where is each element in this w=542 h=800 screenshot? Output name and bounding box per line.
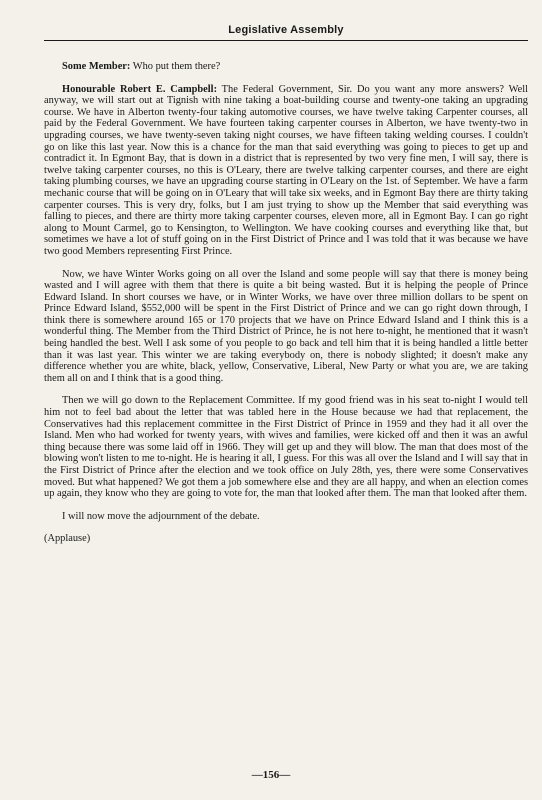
paragraph-interjection — [44, 61, 528, 73]
paragraph-replacement-committee: Then we will go down to the Replacement Committee. If my good friend was in his seat to-night I would tell him not to feel bad about the letter that was tabled here in the House because we had that replacement, the Conservatives had this replacement committee in the First District of Prince in 1959 and they had it all over the Island. Men who had worked for twenty years, with wives and families, were kicked off and then it was an awful thing because there was some laid off in 1966. They will get up and they will blow. The man that does most of the blowing won't listen to me to-night. He is hearing it all, I guess. For this was all over the Island and I will say that in the First District of Prince after the election and we took office on July 28th, yes, there were some Conservatives moved. But what happened? We got them a job somewhere else and they are all happy, and when an election comes up again, they know who they are going to vote for, the man that looked after them. The man that looked after them. — [44, 395, 528, 500]
paragraph-winter-works: Now, we have Winter Works going on all over the Island and some people will say that there is money being wasted and I will agree with them that there is quite a bit being wasted. But it is helping the people of Prince Edward Island. In short courses we have, or in Winter Works, we have over three million dollars to be spent on Prince Edward Island, $552,000 will be spent in the First District of Prince and we can go right down through, I think there is somewhere around 165 or 170 projects that we have on Prince Edward Island and I think this is a wonderful thing. The Member from the Third District of Prince, he is not here to-night, he mentioned that it wasn't being handled the best. Well I ask some of you people to go back and tell him that it is being handled a little better than it was last year. This winter we are taking everybody on, there is nobody slighted; it doesn't make any difference whether you are white, black, yellow, Conservative, Liberal, New Party or what you are, we are taking them all on and I think that is a good thing. — [44, 268, 528, 384]
speaker-label: Honourable Robert E. Campbell: — [62, 83, 218, 95]
header-title: Legislative Assembly — [228, 24, 344, 36]
paragraph-campbell — [44, 84, 528, 258]
page-number: —156— — [251, 769, 291, 781]
paragraph-applause: (Applause) — [44, 533, 91, 545]
paragraph-text: The Federal Government, Sir. Do you want any more answers? Well anyway, we will start out at Tignish with nine taking a boat-building course and twenty-one taking an upgrading course. We have in Alberton twenty-four taking automotive courses, we have twelve taking Carpenter courses, all paid by the Federal Government. We have fourteen taking carpenter courses in Alberton, we have twenty-two in upgrading courses, we have twenty-seven taking night courses, we have fifteen taking welding courses. I couldn't go on like this last year. Now this is a chance for the man that said everything was going to pieces to get up and contradict it. In Egmont Bay, that is down in a district that is represented by two very fine men, I will say, there is twelve taking carpenter courses, no this is O'Leary, there are twelve talking carpenter courses, and there are eight taking plumbing courses, we have an upgrading course starting in O'Leary on the 1st. of September. We have a farm mechanic course that will be going on in O'Leary that will take six weeks, and in Egmont Bay there are thirty taking carpenter courses. This is very dry, folks, but I am just trying to show up the Member that said everything was falling to pieces, and there are thirty more taking carpenter courses, eleven more, all in Egmont Bay. I can go right along to Mount Carmel, go to Kensington, to Wellington. We have cooking courses and everything like that, but sometimes we have a lot of stuff going on in the First District of Prince and I was told that it was because we have two good Members representing First Prince. — [44, 83, 528, 257]
paragraph-text: Who put them there? — [130, 61, 221, 72]
page — [44, 24, 528, 556]
running-header — [44, 24, 528, 41]
transcript-body — [44, 61, 528, 545]
speaker-label: Some Member: — [62, 61, 131, 72]
paragraph-adjournment: I will now move the adjournment of the debate. — [62, 510, 260, 522]
